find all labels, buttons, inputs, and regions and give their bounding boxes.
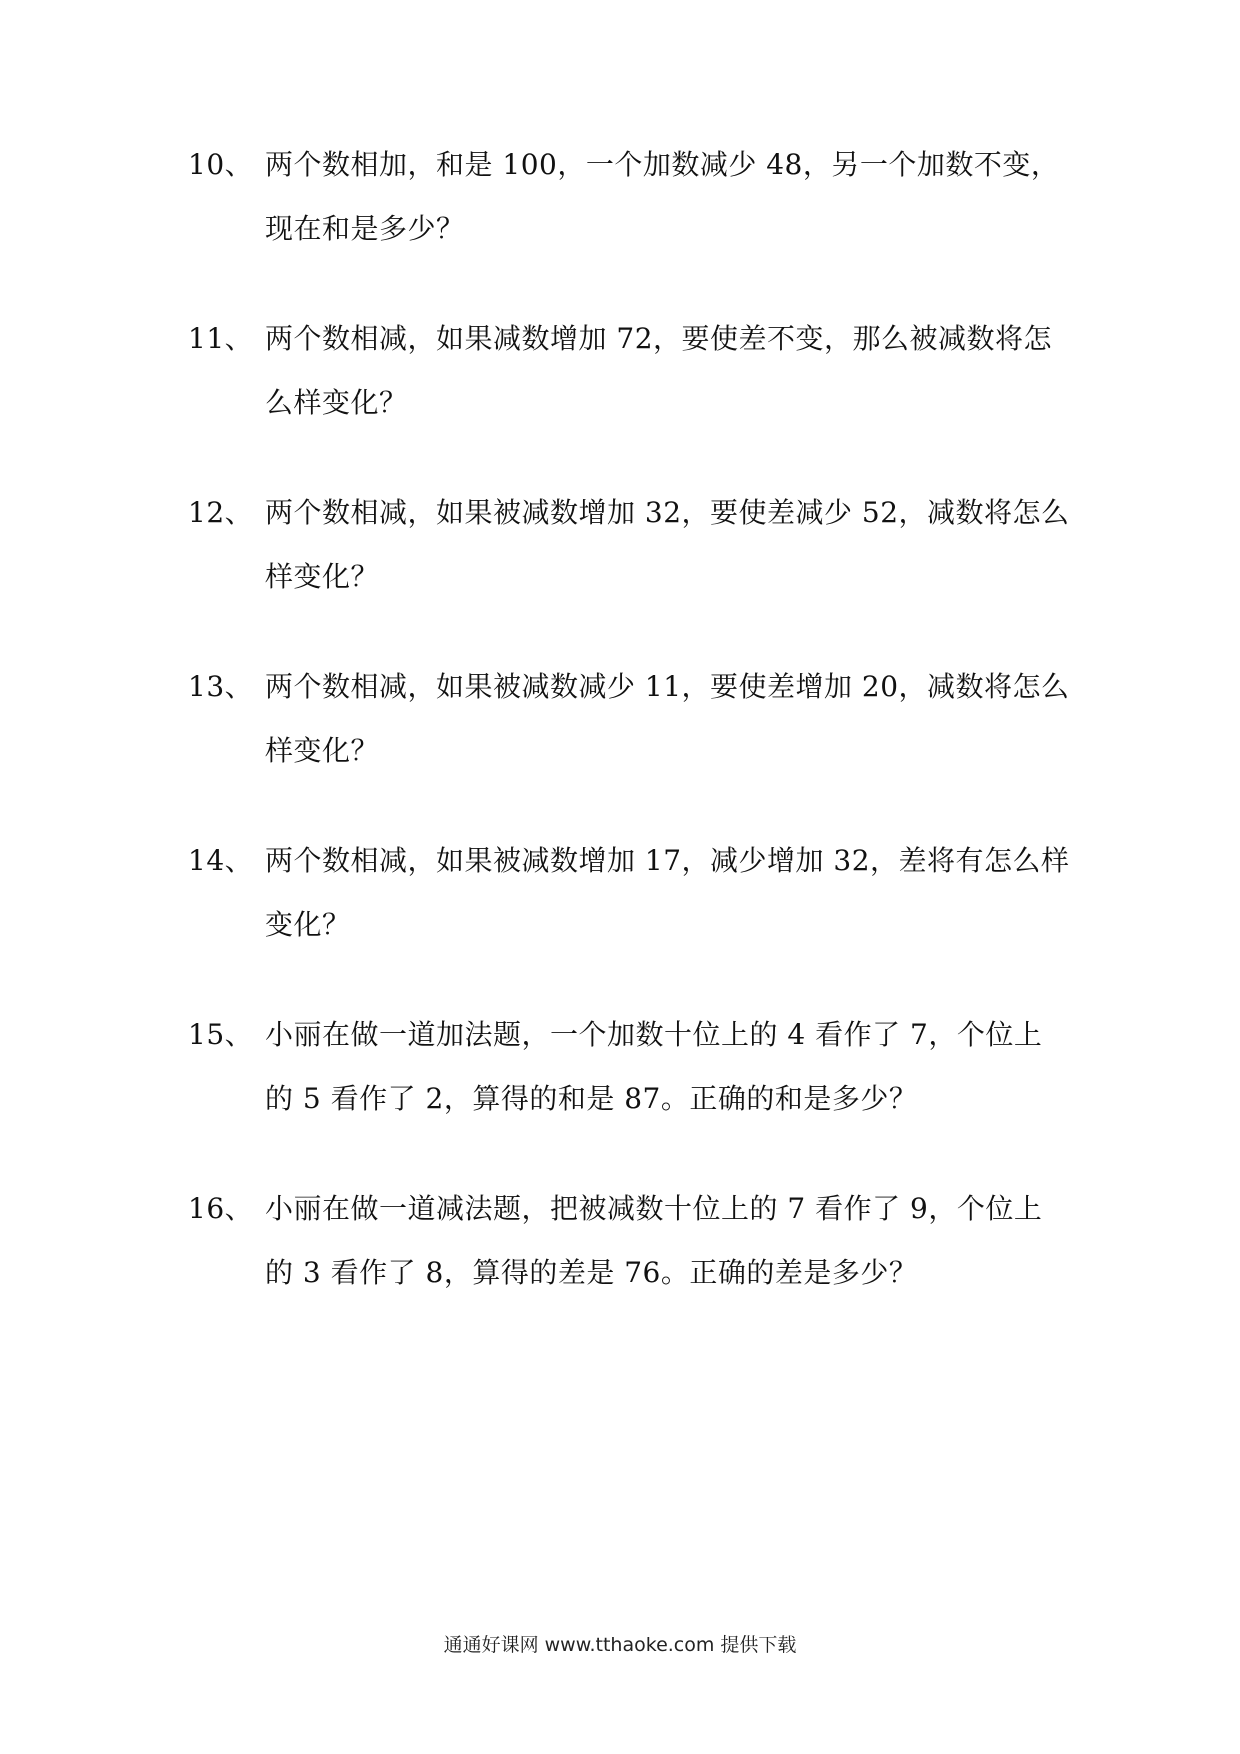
question-text <box>265 1177 1065 1305</box>
question-number: 14、 <box>188 844 254 877</box>
question-line: 两个数相加，和是 100，一个加数减少 48，另一个加数不变， <box>265 148 1060 181</box>
question-15 <box>188 1003 1068 1131</box>
question-number: 13、 <box>188 670 254 703</box>
question-line: 小丽在做一道加法题，一个加数十位上的 4 看作了 7，个位上 <box>265 1018 1043 1051</box>
question-text <box>265 481 1070 609</box>
question-line: 两个数相减，如果被减数增加 32，要使差减少 52，减数将怎么 <box>265 496 1070 529</box>
question-line: 么样变化？ <box>265 386 408 419</box>
question-number: 15、 <box>188 1018 254 1051</box>
question-12 <box>188 481 1068 609</box>
question-text <box>265 1003 1065 1131</box>
question-16 <box>188 1177 1068 1305</box>
question-number: 10、 <box>188 148 254 181</box>
question-text <box>265 829 1070 957</box>
question-line: 小丽在做一道减法题，把被减数十位上的 7 看作了 9，个位上 <box>265 1192 1043 1225</box>
question-14 <box>188 829 1068 957</box>
question-line: 的 3 看作了 8，算得的差是 76。正确的差是多少？ <box>265 1256 918 1289</box>
question-13 <box>188 655 1068 783</box>
question-line: 样变化？ <box>265 560 380 593</box>
question-text <box>265 133 1065 261</box>
question-line: 两个数相减，如果被减数增加 17，减少增加 32，差将有怎么样 <box>265 844 1070 877</box>
question-10 <box>188 133 1068 261</box>
question-line: 的 5 看作了 2，算得的和是 87。正确的和是多少？ <box>265 1082 918 1115</box>
question-number: 12、 <box>188 496 254 529</box>
question-number: 11、 <box>188 322 254 355</box>
question-line: 两个数相减，如果被减数减少 11，要使差增加 20，减数将怎么 <box>265 670 1070 703</box>
question-line: 现在和是多少？ <box>265 212 465 245</box>
question-line: 两个数相减，如果减数增加 72，要使差不变，那么被减数将怎 <box>265 322 1053 355</box>
question-text <box>265 655 1070 783</box>
question-11 <box>188 307 1068 435</box>
question-text <box>265 307 1065 435</box>
question-number: 16、 <box>188 1192 254 1225</box>
question-line: 变化？ <box>265 908 351 941</box>
page-footer: 通通好课网 www.tthaoke.com 提供下载 <box>443 1634 797 1656</box>
question-line: 样变化？ <box>265 734 380 767</box>
